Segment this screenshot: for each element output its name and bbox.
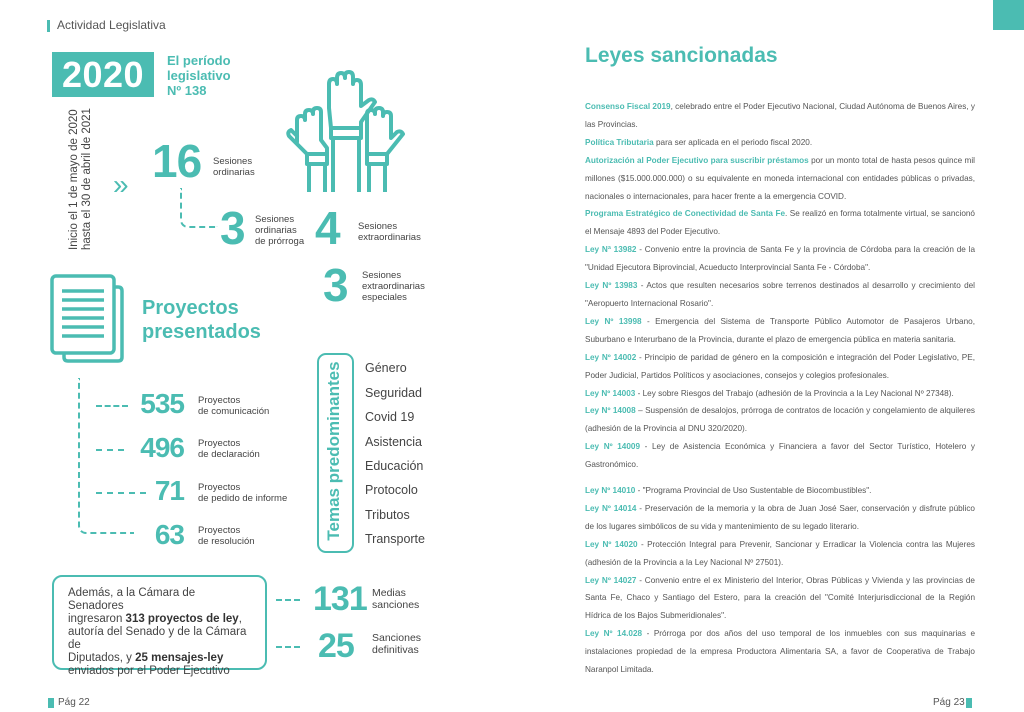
proyectos-declaracion-value: 496	[140, 432, 184, 463]
info-line: enviados por el Poder Ejecutivo	[68, 665, 230, 677]
label-line: extraordinarias	[362, 281, 425, 292]
ley-item	[585, 482, 975, 500]
ley-key: Ley Nº 13983	[585, 281, 638, 291]
ley-key: Ley Nº 14008	[585, 406, 636, 416]
ley-key: Ley Nº 14014	[585, 503, 637, 513]
ley-item	[585, 205, 975, 241]
ley-item	[585, 134, 975, 152]
label-line: Proyectos	[198, 482, 241, 493]
info-line: autoría del Senado y de la Cámara de	[68, 626, 247, 651]
ley-text: - Ley de Asistencia Económica y Financiera a favor del Sector Turístico, Hotelero y Gastronómico.	[585, 442, 975, 470]
date-start: Inicio el 1 de mayo de 2020	[68, 109, 80, 250]
tema-item: Seguridad	[365, 386, 422, 400]
info-highlight: 313 proyectos de ley	[125, 613, 239, 625]
sesiones-especiales-label	[362, 270, 425, 303]
page-number-left: Pág 22	[58, 697, 90, 708]
ley-item	[585, 625, 975, 679]
dashed-connector	[276, 599, 300, 601]
sesiones-especiales-value: 3	[323, 259, 348, 311]
label-line: extraordinarias	[358, 232, 421, 243]
sesiones-ordinarias-label	[213, 156, 255, 178]
date-end: hasta el 30 de abril de 2021	[81, 108, 93, 250]
label-line: de comunicación	[198, 406, 270, 417]
ley-key: Ley Nº 14027	[585, 575, 637, 585]
ley-text: - Actos que resulten necesarios sobre terrenos destinados al desarrollo y crecimiento del "Aeropuerto Internacional Rosario".	[585, 281, 975, 308]
label-line: Sesiones	[255, 214, 295, 225]
ley-item	[585, 152, 975, 206]
ley-text: - Preservación de la memoria y la obra de Juan José Saer, conservación y disfrute público de los lugares simbólicos de su vida y mantenimiento de su legado literario.	[585, 503, 975, 531]
ley-key: Consenso Fiscal 2019	[585, 102, 671, 111]
label-line: sanciones	[372, 599, 420, 611]
proyectos-comunicacion-label	[198, 395, 269, 417]
sanciones-definitivas-value: 25	[318, 627, 354, 665]
info-line	[68, 652, 253, 665]
corner-tab	[993, 0, 1024, 30]
ley-text: para ser aplicada en el periodo fiscal 2020.	[653, 137, 813, 147]
ley-item	[585, 402, 975, 438]
ley-key: Ley Nº 13998	[585, 316, 642, 326]
dashed-connector	[276, 646, 300, 648]
proyectos-comunicacion-value: 535	[140, 388, 184, 419]
label-line: ordinarias	[255, 225, 297, 236]
label-line: definitivas	[372, 644, 419, 656]
label-line: Proyectos	[198, 525, 241, 536]
ley-item	[585, 98, 975, 134]
label-line: de pedido de informe	[198, 493, 288, 504]
periodo-line: El período	[167, 53, 231, 68]
label-line: Sanciones	[372, 632, 422, 644]
sanciones-definitivas-label	[372, 632, 421, 656]
ley-text: , celebrado entre el Poder Ejecutivo Nacional, Ciudad Autónoma de Buenos Aires, y las Provincias.	[585, 102, 975, 129]
ley-item	[585, 536, 975, 572]
tema-item: Tributos	[365, 508, 410, 522]
proyectos-title	[142, 296, 261, 344]
ley-text: - Prórroga por dos años del uso temporal de los inmuebles con sus maquinarias e instalaciones propiedad de la empresa Productora Alimentaria SA, a favor de Cooperativa de Trabajo Naranpol Limitada.	[585, 629, 975, 675]
tema-item: Covid 19	[365, 410, 415, 424]
sesiones-extraordinarias-value: 4	[315, 202, 340, 254]
double-chevron-icon: »	[113, 169, 129, 200]
ley-text: - "Programa Provincial de Uso Sustentable de Biocombustibles".	[635, 486, 872, 496]
label-line: de declaración	[198, 449, 260, 460]
title-line: presentados	[142, 321, 261, 343]
leyes-list	[585, 98, 975, 679]
sesiones-prorroga-label	[255, 214, 304, 247]
tema-item: Asistencia	[365, 435, 422, 449]
ley-key: Ley Nª 13982	[585, 245, 637, 255]
ley-key: Ley Nº 14020	[585, 539, 638, 549]
ley-item	[585, 438, 975, 474]
medias-sanciones-value: 131	[313, 580, 367, 618]
proyectos-pedido-informe-label	[198, 482, 287, 504]
ley-item	[585, 349, 975, 385]
label-line: Sesiones	[213, 156, 253, 167]
section-title: Actividad Legislativa	[57, 18, 166, 32]
info-line	[68, 613, 253, 626]
ley-item	[585, 277, 975, 313]
ley-key: Ley Nº 14003	[585, 388, 636, 398]
label-line: Sesiones	[358, 221, 398, 232]
temas-title: Temas predominantes	[324, 361, 343, 541]
label-line: Proyectos	[198, 395, 241, 406]
info-text: ,	[238, 613, 242, 625]
ley-key: Ley Nº 14010	[585, 486, 636, 496]
ley-text: - Protección Integral para Prevenir, Sancionar y Erradicar la Violencia contra las Mujeres (adhesión de la Provincia a la Ley Nacional Nº 27501).	[585, 539, 975, 567]
year-badge: 2020	[52, 52, 154, 97]
ley-item	[585, 500, 975, 536]
tema-item: Protocolo	[365, 483, 418, 497]
ley-text: - Emergencia del Sistema de Transporte Público Automotor de Pasajeros Urbano, Suburbano e Interurbano de la Provincia, durante el plazo de emergencia pública en materia sanitaria.	[585, 316, 975, 344]
section-marker	[47, 20, 50, 32]
ley-item	[585, 241, 975, 277]
tema-item: Género	[365, 361, 407, 375]
title-line: Proyectos	[142, 297, 239, 319]
proyectos-resolucion-value: 63	[154, 519, 184, 550]
ley-text: – Suspensión de desalojos, prórroga de contratos de locación y congelamiento de alquileres (adhesión de la Provincia al DNU 320/2020).	[585, 406, 975, 434]
ley-key: Programa Estratégico de Conectividad de Santa Fe	[585, 209, 786, 219]
senado-info-box	[52, 575, 267, 677]
periodo-line: Nº 138	[167, 83, 207, 98]
periodo-line: legislativo	[167, 68, 231, 83]
label-line: de prórroga	[255, 236, 305, 247]
sesiones-ordinarias-value: 16	[152, 135, 202, 187]
ley-key: Política Tributaria	[585, 137, 654, 147]
ley-text: - Principio de paridad de género en la composición e integración del Poder Legislativo, PE, Poder Judicial, Partidos Políticos y asociaciones, consejos y colegios profesionales.	[585, 352, 975, 380]
ley-key: Ley Nº 14.028	[585, 629, 643, 639]
ley-key: Ley Nº 14009	[585, 442, 641, 452]
date-range	[68, 110, 94, 250]
ley-text: - Convenio entre la provincia de Santa Fe y la provincia de Córdoba para la creación de la "Unidad Ejecutora Biprovincial, Acueducto Interprovincial Santa Fe - Córdoba".	[585, 245, 975, 273]
tema-item: Transporte	[365, 532, 425, 546]
label-line: Proyectos	[198, 438, 241, 449]
periodo-title	[167, 53, 277, 98]
page-number-right: Pág 23	[933, 697, 965, 708]
tema-item: Educación	[365, 459, 424, 473]
ley-item	[585, 313, 975, 349]
page-marker	[48, 698, 54, 708]
ley-text: - Convenio entre el ex Ministerio del Interior, Obras Públicas y Vivienda y las provincias de Santa Fe, Chaco y Santiago del Estero, para la creación del "Comité Interjurisdiccional de la Región Hídrica de los Bajos Submeridionales".	[585, 575, 975, 621]
info-text: Diputados, y	[68, 652, 136, 664]
ley-key: Autorización al Poder Ejecutivo para suscribir préstamos	[585, 155, 809, 165]
sesiones-prorroga-value: 3	[220, 202, 245, 254]
ley-item	[585, 572, 975, 626]
documents-icon	[38, 273, 128, 363]
info-line: Además, a la Cámara de Senadores	[68, 587, 196, 612]
proyectos-pedido-informe-value: 71	[154, 475, 184, 506]
label-line: especiales	[362, 292, 407, 303]
info-text: ingresaron	[68, 613, 126, 625]
ley-text: por un monto total de hasta pesos quince mil millones ($15.000.000.000) o su equivalente en moneda internacional con entidades públicas o privadas, nacionales o internacionales, para hacer frente a la emergencia COVID.	[585, 155, 975, 201]
page-marker	[966, 698, 972, 708]
label-line: de resolución	[198, 536, 255, 547]
leyes-title: Leyes sancionadas	[585, 44, 778, 67]
proyectos-resolucion-label	[198, 525, 255, 547]
label-line: Medias	[372, 587, 406, 599]
info-highlight: 25 mensajes-ley	[135, 652, 224, 664]
label-line: Sesiones	[362, 270, 402, 281]
ley-key: Ley Nº 14002	[585, 352, 637, 362]
label-line: ordinarias	[213, 167, 255, 178]
ley-item	[585, 385, 975, 403]
ley-text: - Ley sobre Riesgos del Trabajo (adhesión de la Provincia a la Ley Nacional Nº 27348).	[635, 388, 954, 398]
sesiones-extraordinarias-label	[358, 221, 421, 243]
dashed-connector	[180, 188, 218, 228]
raised-hands-icon	[283, 70, 405, 192]
medias-sanciones-label	[372, 587, 419, 611]
ley-text: . Se realizó en forma totalmente virtual, se sancionó el Mensaje 4893 del Poder Ejecutivo.	[585, 209, 975, 237]
proyectos-declaracion-label	[198, 438, 260, 460]
